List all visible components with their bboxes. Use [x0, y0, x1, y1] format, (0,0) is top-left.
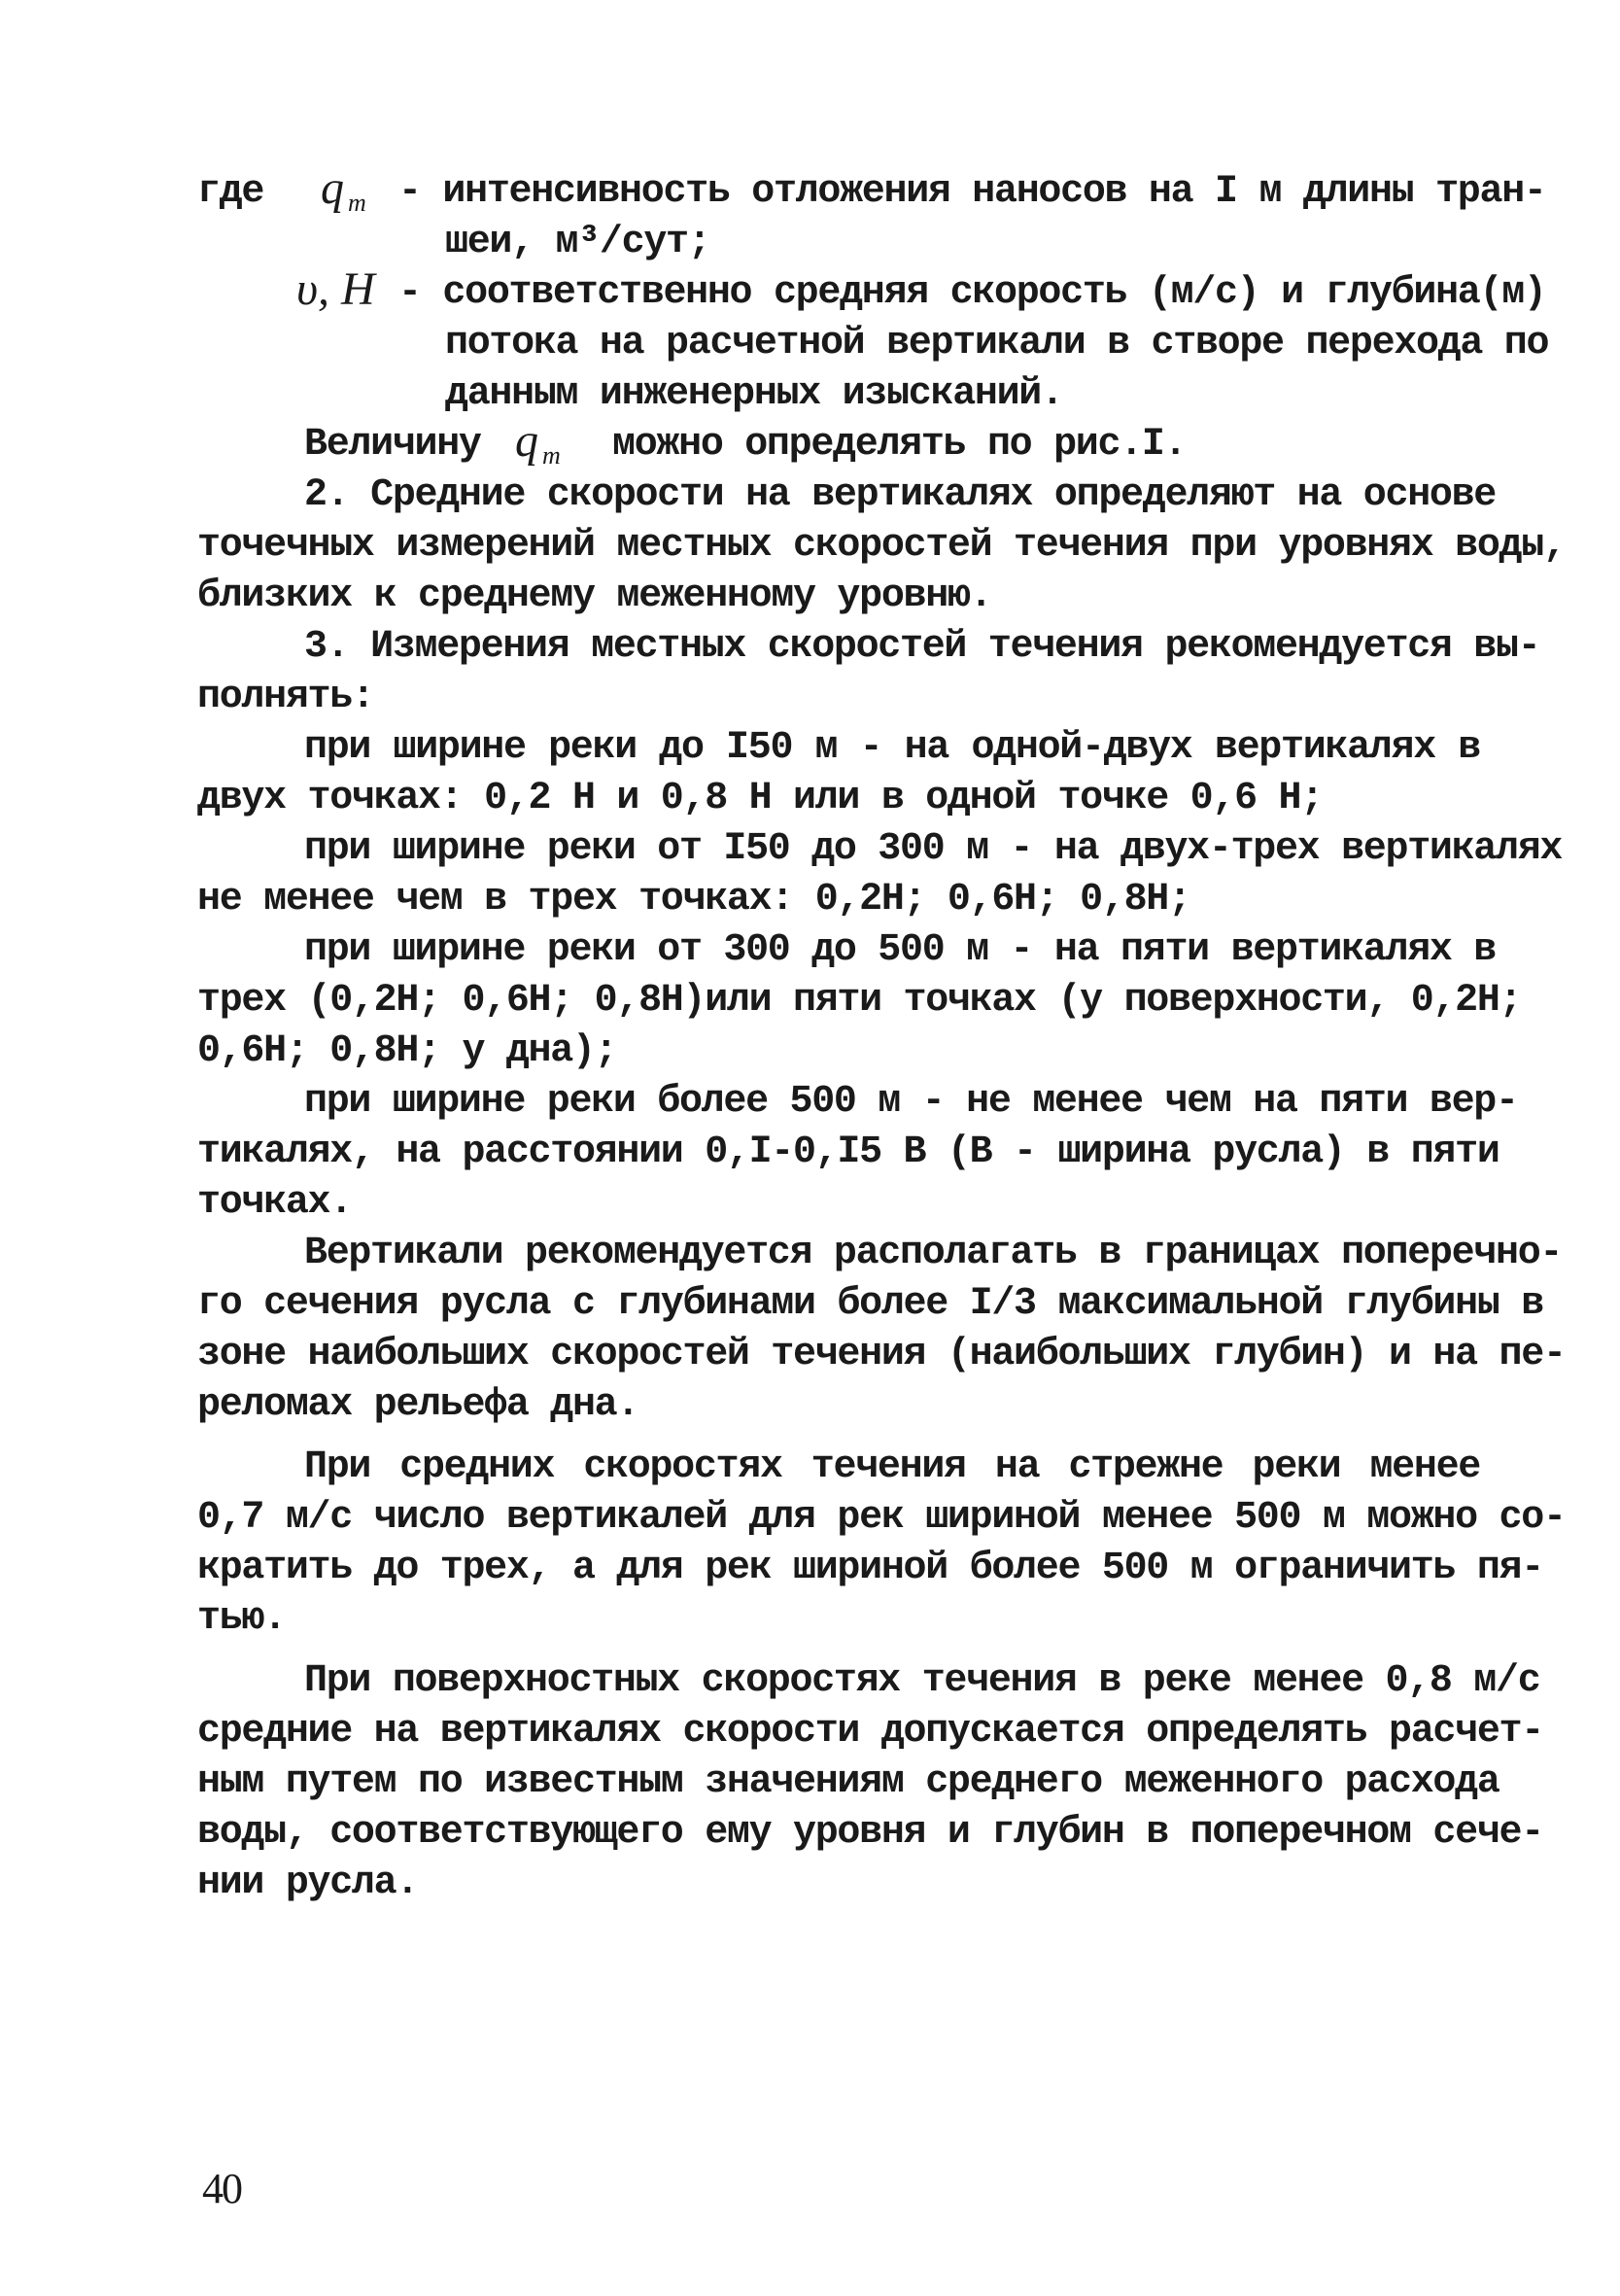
- v-h-symbol: υ, Н: [296, 263, 375, 315]
- w500-line-3: 0,6Н; 0,8Н; у дна);: [197, 1029, 617, 1073]
- p2-line-3: близких к среднему меженному уровню.: [197, 574, 992, 618]
- verticals-line-2: го сечения русла с глубинами более I/3 максимальной глубины в: [197, 1282, 1543, 1326]
- w150-line-1: при ширине реки до I50 м - на одной-двух вертикалях в: [304, 726, 1480, 770]
- magnitude-suffix: можно определять по рис.I.: [612, 423, 1187, 467]
- surface-speed-line-3: ным путем по известным значениям среднего меженного расхода: [197, 1760, 1499, 1804]
- w500-line-1: при ширине реки от 300 до 500 м - на пяти вертикалях в: [304, 928, 1497, 972]
- p3-line-2: полнять:: [197, 676, 374, 719]
- vh-definition-line-3: данным инженерных изысканий.: [445, 372, 1063, 416]
- where-label: где: [197, 170, 264, 214]
- vh-definition-line-2: потока на расчетной вертикали в створе перехода по: [445, 322, 1549, 365]
- q-definition-line-1: - интенсивность отложения наносов на I м длины тран-: [398, 170, 1546, 214]
- vh-definition-line-1: - соответственно средняя скорость (м/с) и глубина(м): [398, 271, 1546, 315]
- w150-line-2: двух точках: 0,2 Н и 0,8 Н или в одной точке 0,6 Н;: [197, 777, 1323, 820]
- magnitude-prefix: Величину: [304, 423, 481, 467]
- mean-speed-line-2: 0,7 м/с число вертикалей для рек шириной менее 500 м можно со-: [197, 1496, 1566, 1540]
- surface-speed-line-5: нии русла.: [197, 1861, 419, 1905]
- mean-speed-line-4: тью.: [197, 1597, 286, 1641]
- wmore-line-1: при ширине реки более 500 м - не менее чем на пяти вер-: [304, 1080, 1518, 1124]
- surface-speed-line-4: воды, соответствующего ему уровня и глубин в поперечном сече-: [197, 1811, 1543, 1855]
- p2-line-1: 2. Средние скорости на вертикалях определяют на основе: [304, 473, 1497, 517]
- verticals-line-1: Вертикали рекомендуется располагать в границах поперечно-: [304, 1232, 1563, 1275]
- verticals-line-4: реломах рельефа дна.: [197, 1383, 639, 1427]
- w300-line-2: не менее чем в трех точках: 0,2Н; 0,6Н; 0,8Н;: [197, 878, 1190, 922]
- wmore-line-3: точках.: [197, 1181, 352, 1225]
- p2-line-2: точечных измерений местных скоростей течения при уровнях воды,: [197, 524, 1566, 568]
- page-number: 40: [202, 2165, 241, 2212]
- mean-speed-line-1: При средних скоростях течения на стрежне реки менее: [304, 1445, 1480, 1489]
- w300-line-1: при ширине реки от I50 до 300 м - на двух-трех вертикалях: [304, 827, 1563, 871]
- p3-line-1: 3. Измерения местных скоростей течения рекомендуется вы-: [304, 625, 1540, 669]
- q-t-symbol-inline: q $_т$: [515, 415, 561, 470]
- mean-speed-line-3: кратить до трех, а для рек шириной более 500 м ограничить пя-: [197, 1547, 1543, 1590]
- wmore-line-2: тикалях, на расстоянии 0,I-0,I5 В (В - ширина русла) в пяти: [197, 1131, 1499, 1174]
- q-definition-line-2: шеи, м³/сут;: [445, 221, 710, 264]
- verticals-line-3: зоне наибольших скоростей течения (наибольших глубин) и на пе-: [197, 1333, 1566, 1376]
- surface-speed-line-2: средние на вертикалях скорости допускается определять расчет-: [197, 1710, 1543, 1754]
- surface-speed-line-1: При поверхностных скоростях течения в реке менее 0,8 м/с: [304, 1659, 1540, 1703]
- w500-line-2: трех (0,2Н; 0,6Н; 0,8Н)или пяти точках (у поверхности, 0,2Н;: [197, 979, 1522, 1023]
- q-t-symbol: q $_т$: [321, 162, 366, 217]
